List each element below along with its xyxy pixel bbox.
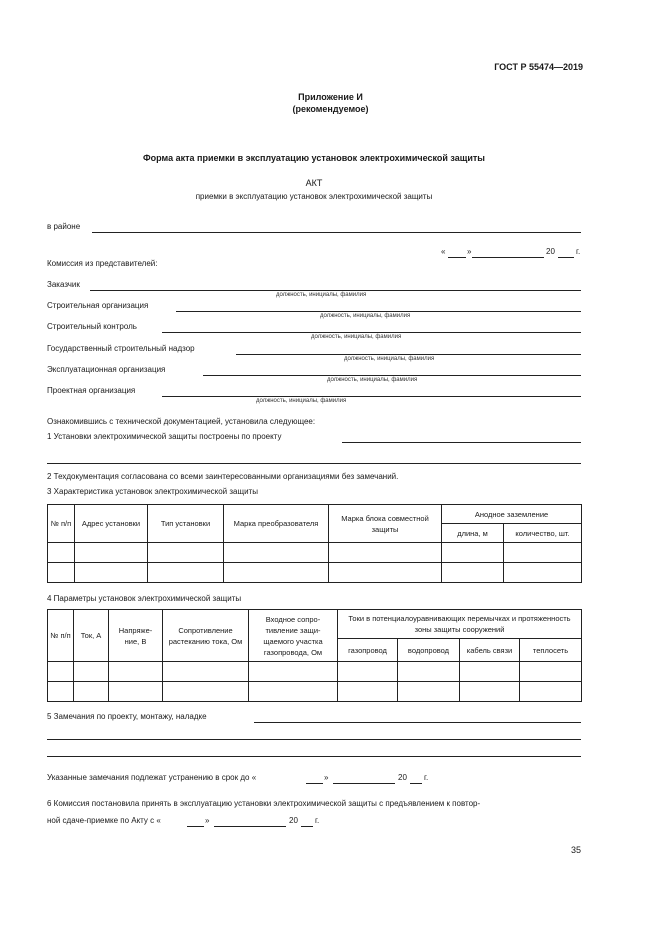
header-anode: Анодное заземление: [442, 505, 582, 524]
date-year-prefix: 20: [546, 247, 555, 256]
header-num: № п/п: [48, 610, 74, 662]
table-cell[interactable]: [224, 563, 329, 583]
resubmit-year-field[interactable]: [301, 826, 313, 827]
table-cell[interactable]: [460, 662, 520, 682]
installation-characteristics-table: [47, 504, 582, 583]
table-cell[interactable]: [442, 563, 504, 583]
table-cell[interactable]: [148, 543, 224, 563]
resubmit-close-quote: »: [205, 816, 210, 825]
header-resistance: Сопротивление растеканию тока, Ом: [163, 610, 249, 662]
commission-field[interactable]: [203, 375, 581, 376]
commission-label: Строительная организация: [47, 301, 149, 310]
commission-label: Заказчик: [47, 280, 80, 289]
table-cell[interactable]: [504, 543, 582, 563]
table-cell[interactable]: [75, 543, 148, 563]
commission-hint: должность, инициалы, фамилия: [276, 292, 367, 298]
deadline-year-prefix: 20: [398, 773, 407, 782]
table-cell[interactable]: [163, 682, 249, 702]
section-6-line-1: 6 Комиссия постановила принять в эксплуатацию установки электрохимической защиты с предъявлением к повтор-: [47, 799, 481, 808]
act-title: АКТ: [305, 178, 323, 188]
deadline-close-quote: »: [324, 773, 329, 782]
header-address: Адрес установки: [75, 505, 148, 543]
resubmit-month-field[interactable]: [214, 826, 286, 827]
table-cell[interactable]: [48, 682, 74, 702]
commission-hint: должность, инициалы, фамилия: [320, 313, 411, 319]
commission-label: Государственный строительный надзор: [47, 344, 195, 353]
header-cable: кабель связи: [460, 639, 520, 662]
table-cell[interactable]: [249, 662, 338, 682]
table-cell[interactable]: [163, 662, 249, 682]
commission-field[interactable]: [176, 311, 581, 312]
table-cell[interactable]: [74, 682, 109, 702]
location-field[interactable]: [92, 232, 581, 233]
table-cell[interactable]: [109, 682, 163, 702]
deadline-year-field[interactable]: [410, 783, 422, 784]
remarks-field[interactable]: [254, 722, 581, 723]
table-cell[interactable]: [224, 543, 329, 563]
header-type: Тип установки: [148, 505, 224, 543]
commission-field[interactable]: [236, 354, 581, 355]
date-suffix: г.: [576, 247, 581, 256]
remarks-field-continued[interactable]: [47, 739, 581, 740]
location-label: в районе: [47, 222, 81, 231]
appendix-title: Приложение И: [298, 92, 363, 102]
table-cell[interactable]: [398, 682, 460, 702]
table-cell[interactable]: [48, 662, 74, 682]
table-cell[interactable]: [338, 682, 398, 702]
table-cell[interactable]: [398, 662, 460, 682]
table-cell[interactable]: [48, 563, 75, 583]
resubmit-year-prefix: 20: [289, 816, 298, 825]
deadline-text: Указанные замечания подлежат устранению в срок до «: [47, 773, 257, 782]
header-voltage: Напряже- ние, В: [109, 610, 163, 662]
commission-field[interactable]: [90, 290, 581, 291]
deadline-suffix: г.: [424, 773, 429, 782]
table-cell[interactable]: [74, 662, 109, 682]
commission-label: Эксплуатационная организация: [47, 365, 166, 374]
table-cell[interactable]: [148, 563, 224, 583]
commission-field[interactable]: [162, 332, 581, 333]
header-length: длина, м: [442, 524, 504, 543]
resubmit-suffix: г.: [315, 816, 320, 825]
table-cell[interactable]: [442, 543, 504, 563]
header-heat: теплосеть: [520, 639, 582, 662]
table-cell[interactable]: [520, 662, 582, 682]
act-subtitle: приемки в эксплуатацию установок электрохимической защиты: [195, 192, 433, 201]
table-cell[interactable]: [329, 543, 442, 563]
installation-parameters-table: [47, 609, 582, 702]
commission-hint: должность, инициалы, фамилия: [311, 334, 402, 340]
table-cell[interactable]: [249, 682, 338, 702]
header-currents: Токи в потенциалоуравнивающих перемычках и протяженность зоны защиты сооружений: [338, 610, 582, 639]
standard-number: ГОСТ Р 55474—2019: [494, 62, 583, 72]
table-cell[interactable]: [48, 543, 75, 563]
section-6-line-2: ной сдаче-приемке по Акту с «: [47, 816, 161, 825]
header-converter: Марка преобразователя: [224, 505, 329, 543]
date-close-quote: »: [467, 247, 472, 256]
table-cell[interactable]: [520, 682, 582, 702]
findings-intro: Ознакомившись с технической документацией, установила следующее:: [47, 417, 316, 426]
section-4-title: 4 Параметры установок электрохимической защиты: [47, 594, 242, 603]
table-cell[interactable]: [460, 682, 520, 702]
table-cell[interactable]: [329, 563, 442, 583]
header-block: Марка блока совместной защиты: [329, 505, 442, 543]
date-month-field[interactable]: [472, 257, 544, 258]
deadline-day-field[interactable]: [306, 783, 323, 784]
section-5-title: 5 Замечания по проекту, монтажу, наладке: [47, 712, 207, 721]
header-current: Ток, А: [74, 610, 109, 662]
header-input-resistance: Входное сопро- тивление защи- щаемого участка газопровода, Ом: [249, 610, 338, 662]
table-row: [48, 543, 582, 563]
header-count: количество, шт.: [504, 524, 582, 543]
date-year-field[interactable]: [558, 257, 574, 258]
findings-item-2: 2 Техдокументация согласована со всеми заинтересованными организациями без замечаний.: [47, 472, 399, 481]
date-open-quote: «: [441, 247, 446, 256]
table-row: [48, 682, 582, 702]
table-cell[interactable]: [75, 563, 148, 583]
deadline-month-field[interactable]: [333, 783, 395, 784]
header-gas: газопровод: [338, 639, 398, 662]
project-field[interactable]: [342, 442, 581, 443]
findings-item-3: 3 Характеристика установок электрохимической защиты: [47, 487, 258, 496]
commission-hint: должность, инициалы, фамилия: [327, 377, 418, 383]
table-cell[interactable]: [504, 563, 582, 583]
table-row: [48, 662, 582, 682]
commission-hint: должность, инициалы, фамилия: [256, 398, 347, 404]
table-row: [48, 563, 582, 583]
table-cell[interactable]: [109, 662, 163, 682]
findings-item-1: 1 Установки электрохимической защиты построены по проекту: [47, 432, 282, 441]
commission-intro: Комиссия из представителей:: [47, 259, 158, 268]
header-num: № п/п: [48, 505, 75, 543]
table-cell[interactable]: [338, 662, 398, 682]
page-number: 35: [570, 845, 581, 855]
date-day-field[interactable]: [448, 257, 466, 258]
project-field-continued[interactable]: [47, 463, 581, 464]
commission-field[interactable]: [162, 396, 581, 397]
commission-label: Строительный контроль: [47, 322, 137, 331]
resubmit-day-field[interactable]: [187, 826, 204, 827]
commission-label: Проектная организация: [47, 386, 136, 395]
header-water: водопровод: [398, 639, 460, 662]
commission-hint: должность, инициалы, фамилия: [344, 356, 435, 362]
appendix-subtitle: (рекомендуемое): [292, 104, 369, 114]
remarks-field-continued[interactable]: [47, 756, 581, 757]
form-title: Форма акта приемки в эксплуатацию установок электрохимической защиты: [143, 153, 485, 163]
